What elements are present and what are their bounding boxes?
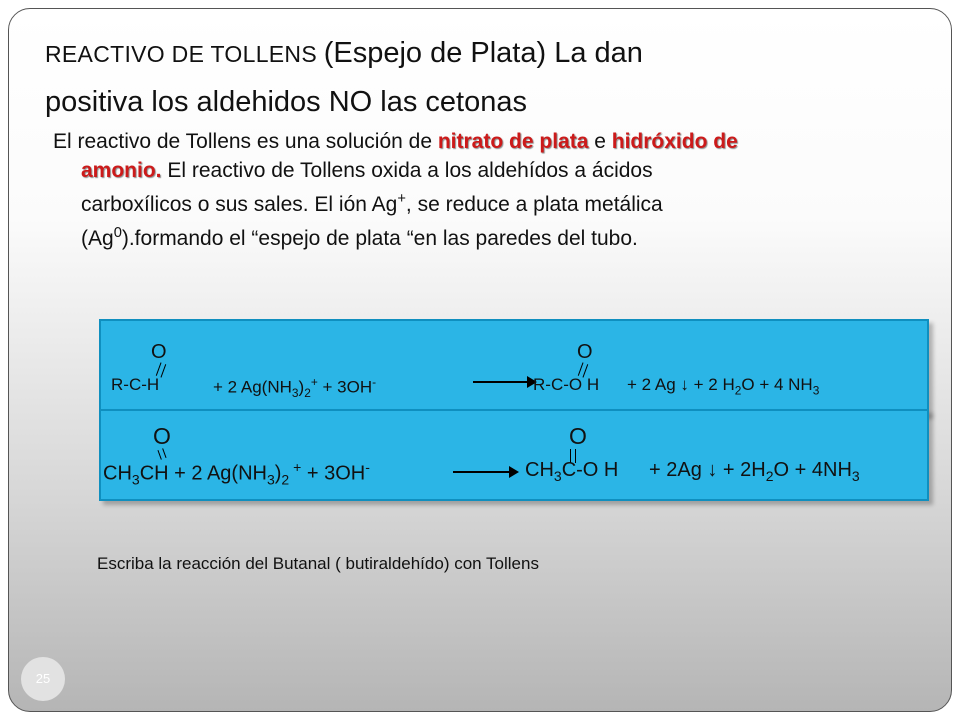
eq2-reaction-arrow — [453, 471, 517, 473]
title-part-2: (Espejo de Plata) La dan — [323, 37, 643, 69]
body-indent-block — [53, 156, 933, 253]
eq2-reactant: $CH_3CH + 2$ $Ag(NH_3)_2$ + + 3OH- — [103, 459, 370, 488]
body-line4a: (Ag — [81, 227, 114, 250]
title-part-1: REACTIVO DE TOLLENS — [45, 41, 324, 67]
eq2-oxygen-right: O — [569, 423, 587, 449]
eq1-oxygen-left: O — [151, 341, 167, 363]
eq1-product: R-C-O H — [533, 375, 600, 394]
highlight-amonio: amonio. — [81, 159, 162, 182]
slide — [8, 8, 952, 712]
equation-box-acetaldehyde — [99, 409, 929, 501]
equation-box-generic — [99, 319, 929, 415]
eq2-product: $CH_3C-O$ H — [525, 459, 619, 484]
page-number-badge: 25 — [21, 657, 65, 701]
slide-title — [45, 31, 905, 129]
body-paragraph — [53, 127, 933, 253]
title-part-3: positiva los aldehidos NO las cetonas — [45, 86, 527, 118]
body-line3b: , se reduce a plata metálica — [405, 193, 663, 216]
eq1-reactant: R-C-H — [111, 375, 160, 394]
body-line2: El reactivo de Tollens oxida a los aldehídos a ácidos — [161, 159, 653, 182]
exercise-prompt: Escriba la reacción del Butanal ( butiraldehído) con Tollens — [97, 554, 539, 573]
body-line4b: ).formando el “espejo de plata “en las paredes del tubo. — [121, 227, 638, 250]
ag-zero: 0 — [113, 225, 122, 241]
ag-charge: + — [397, 191, 406, 207]
eq1-reagent: + 2 $Ag(NH_3)_2^+ + 3OH^-$ — [213, 375, 377, 401]
eq1-byproducts: + 2 Ag ↓ + 2 $H_2O + 4$ $NH_3$ — [627, 375, 820, 398]
highlight-nitrato: nitrato de plata — [437, 130, 589, 153]
eq1-oxygen-right: O — [577, 341, 593, 363]
body-line3: carboxílicos o sus sales. El ión Ag — [81, 193, 398, 216]
eq1-reaction-arrow — [473, 381, 535, 383]
body-line1a: El reactivo de Tollens es una solución de — [53, 130, 438, 153]
eq2-oxygen-left: O — [153, 423, 171, 449]
eq2-byproducts: + 2Ag ↓ + $2H_2O + 4NH_3$ — [649, 459, 860, 484]
highlight-hidroxido: hidróxido de — [611, 130, 738, 153]
body-line1b: e — [588, 130, 612, 153]
